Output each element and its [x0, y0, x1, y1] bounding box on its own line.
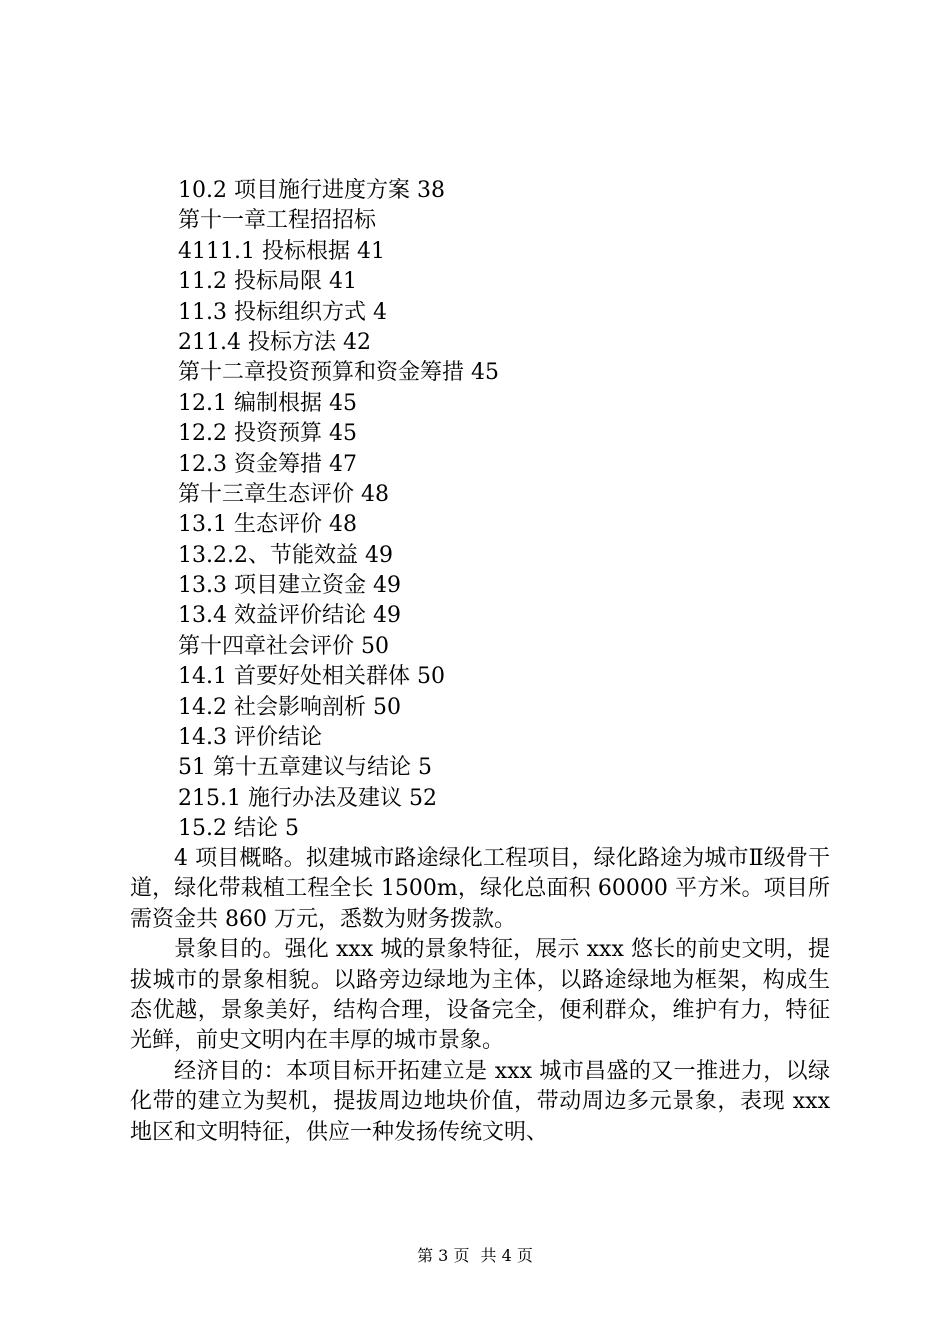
- toc-entry: 12.2 投资预算 45: [178, 421, 357, 447]
- toc-entry: 第十二章投资预算和资金筹措 45: [178, 360, 499, 386]
- toc-entry: 15.2 结论 5: [178, 816, 299, 842]
- toc-entry: 13.4 效益评价结论 49: [178, 603, 401, 629]
- toc-entry: 14.1 首要好处相关群体 50: [178, 664, 445, 690]
- toc-entry: 14.3 评价结论: [178, 725, 322, 751]
- toc-entry: 11.2 投标局限 41: [178, 269, 357, 295]
- toc-entry: 51 第十五章建议与结论 5: [178, 755, 432, 781]
- toc-entry: 12.3 资金筹措 47: [178, 451, 357, 477]
- toc-entry: 215.1 施行办法及建议 52: [178, 785, 437, 811]
- toc-entry: 211.4 投标方法 42: [178, 329, 371, 355]
- page-number: 第 3 页: [417, 1246, 470, 1265]
- toc-entry: 12.1 编制根据 45: [178, 390, 357, 416]
- toc-entry: 11.3 投标组织方式 4: [178, 299, 387, 325]
- toc-entry: 10.2 项目施行进度方案 38: [178, 178, 445, 203]
- toc-entry: 4111.1 投标根据 41: [178, 238, 385, 264]
- paragraph-project-overview: 4 项目概略。拟建城市路途绿化工程项目，绿化路途为城市Ⅱ级骨干道，绿化带栽植工程全长 1500m，绿化总面积 60000 平方米。项目所需资金共 860 万元，悉数为财务拨款。: [130, 846, 830, 932]
- body-text: [130, 844, 830, 1148]
- paragraph-landscape-goal: 景象目的。强化 xxx 城的景象特征，展示 xxx 悠长的前史文明，提拔城市的景象相貌。以路旁边绿地为主体，以路途绿地为框架，构成生态优越，景象美好，结构合理，设备完全，便利群众，维护有力，特征光鲜，前史文明内在丰厚的城市景象。: [130, 937, 830, 1054]
- toc-entry: 13.1 生态评价 48: [178, 512, 357, 538]
- toc-entry: 13.2.2、节能效益 49: [178, 542, 393, 568]
- toc-entry: 第十一章工程招招标: [178, 208, 377, 234]
- table-of-contents: [178, 176, 878, 845]
- toc-entry: 14.2 社会影响剖析 50: [178, 694, 401, 720]
- toc-entry: 第十三章生态评价 48: [178, 481, 389, 507]
- page-footer: [0, 1246, 950, 1266]
- paragraph-economic-goal: 经济目的：本项目标开拓建立是 xxx 城市昌盛的又一推进力，以绿化带的建立为契机，提拔周边地块价值，带动周边多元景象，表现 xxx 地区和文明特征，供应一种发扬传统文明、: [130, 1058, 830, 1145]
- page-total: 共 4 页: [480, 1246, 533, 1265]
- toc-entry: 13.3 项目建立资金 49: [178, 573, 401, 599]
- toc-entry: 第十四章社会评价 50: [178, 633, 389, 659]
